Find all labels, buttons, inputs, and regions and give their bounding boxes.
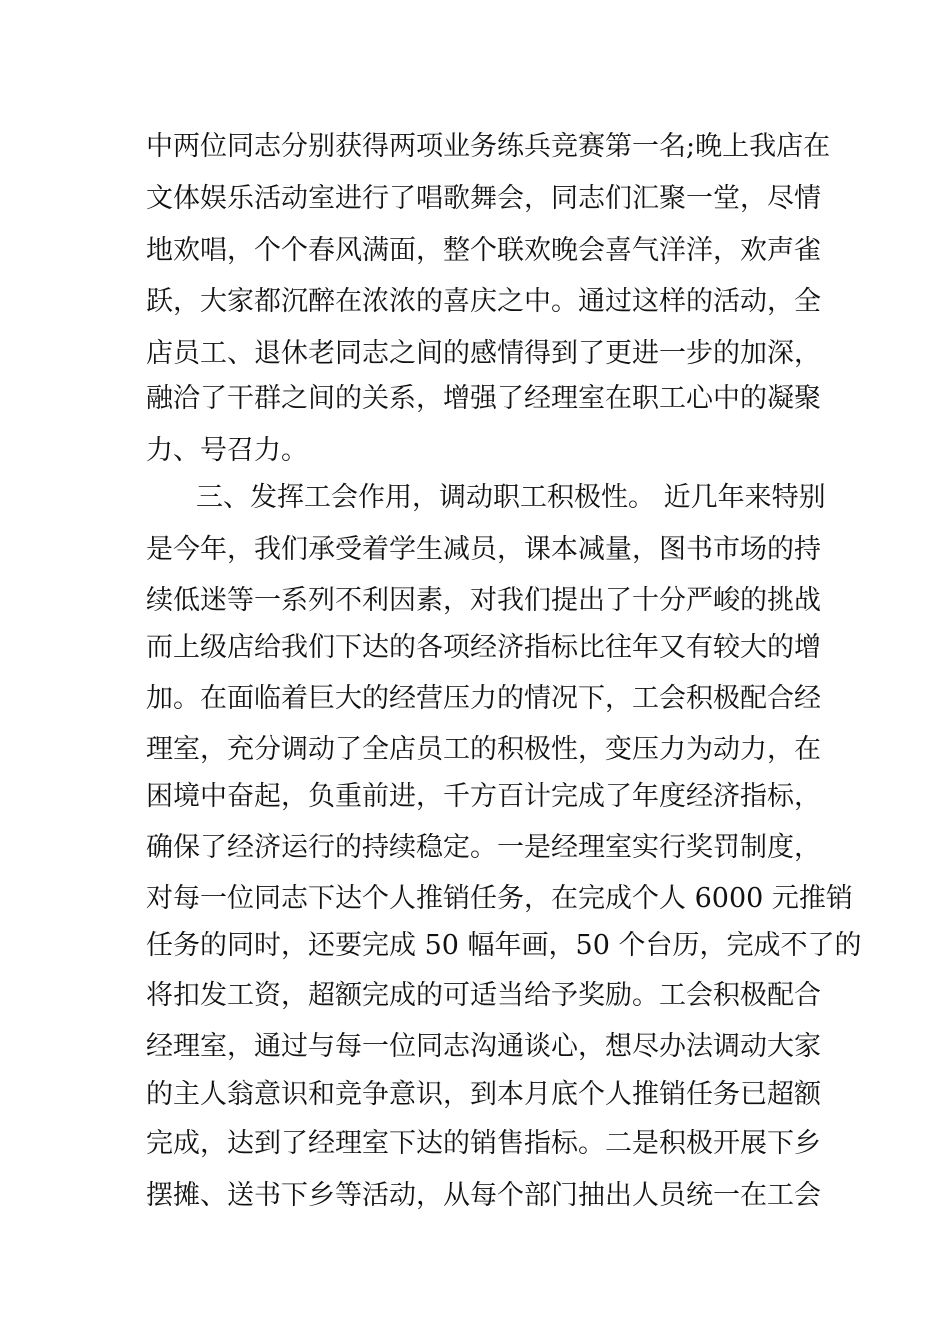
- text-line: 经理室，通过与每一位同志沟通谈心，想尽办法调动大家: [146, 1031, 821, 1062]
- text-line: 加。在面临着巨大的经营压力的情况下，工会积极配合经: [146, 683, 821, 714]
- text-line: 力、号召力。: [146, 435, 308, 466]
- text-line: 将扣发工资，超额完成的可适当给予奖励。工会积极配合: [146, 980, 821, 1011]
- text-line: 确保了经济运行的持续稳定。一是经理室实行奖罚制度，: [146, 832, 821, 863]
- text-line: 融洽了干群之间的关系，增强了经理室在职工心中的凝聚: [146, 383, 821, 414]
- text-line: 而上级店给我们下达的各项经济指标比往年又有较大的增: [146, 632, 821, 663]
- text-line: 中两位同志分别获得两项业务练兵竞赛第一名;晚上我店在: [146, 131, 831, 162]
- text-line: 的主人翁意识和竞争意识，到本月底个人推销任务已超额: [146, 1079, 821, 1110]
- text-line: 完成，达到了经理室下达的销售指标。二是积极开展下乡: [146, 1128, 821, 1159]
- text-line: 续低迷等一系列不利因素，对我们提出了十分严峻的挑战: [146, 585, 821, 616]
- text-line: 任务的同时，还要完成 50 幅年画，50 个台历，完成不了的: [146, 930, 862, 961]
- text-line: 对每一位同志下达个人推销任务，在完成个人 6000 元推销: [146, 883, 853, 914]
- text-line: 摆摊、送书下乡等活动，从每个部门抽出人员统一在工会: [146, 1180, 821, 1211]
- text-line: 文体娱乐活动室进行了唱歌舞会，同志们汇聚一堂，尽情: [146, 183, 821, 214]
- text-line: 店员工、退休老同志之间的感情得到了更进一步的加深，: [146, 338, 821, 369]
- text-line: 跃，大家都沉醉在浓浓的喜庆之中。通过这样的活动，全: [146, 286, 821, 317]
- text-line: 是今年，我们承受着学生减员，课本减量，图书市场的持: [146, 534, 821, 565]
- text-line: 地欢唱，个个春风满面，整个联欢晚会喜气洋洋，欢声雀: [146, 235, 821, 266]
- text-line: 理室，充分调动了全店员工的积极性，变压力为动力，在: [146, 734, 821, 765]
- text-line: 困境中奋起，负重前进，千方百计完成了年度经济指标，: [146, 781, 821, 812]
- text-line: 三、发挥工会作用，调动职工积极性。 近几年来特别: [196, 482, 826, 513]
